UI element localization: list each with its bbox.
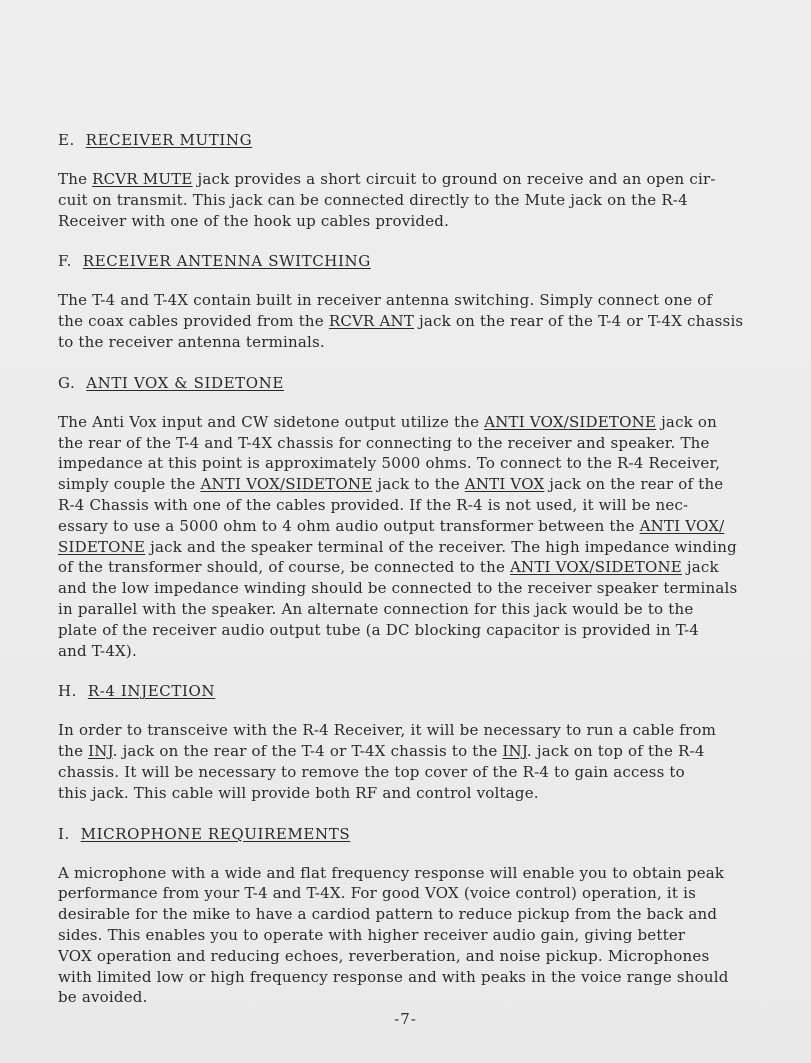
section-i	[58, 824, 778, 1009]
section-letter: F.	[58, 252, 73, 271]
text-line	[58, 332, 778, 353]
text-line	[58, 925, 778, 946]
section-paragraph	[58, 412, 778, 662]
section-title: ANTI VOX & SIDETONE	[86, 373, 284, 392]
text-line	[58, 641, 778, 662]
text-run: be avoided.	[58, 988, 148, 1007]
section-f	[58, 251, 778, 352]
section-title: MICROPHONE REQUIREMENTS	[80, 824, 351, 843]
text-run: jack to the	[372, 475, 465, 494]
text-run: chassis. It will be necessary to remove the top cover of the R-4 to gain access to	[58, 762, 685, 781]
section-heading	[58, 824, 778, 844]
section-heading	[58, 251, 778, 271]
text-run: R-4 Chassis with one of the cables provided. If the R-4 is not used, it will be nec-	[58, 495, 689, 514]
text-run: the coax cables provided from the	[58, 312, 329, 331]
section-heading	[58, 373, 778, 393]
text-line	[58, 863, 778, 884]
section-letter: E.	[58, 131, 75, 149]
text-run: and the low impedance winding should be connected to the receiver speaker terminals	[58, 579, 738, 598]
text-line	[58, 474, 778, 495]
text-run: jack and the speaker terminal of the receiver. The high impedance winding	[145, 537, 737, 556]
text-run: jack on	[656, 412, 718, 431]
jack-label: INJ	[502, 742, 527, 761]
section-paragraph	[58, 290, 778, 352]
text-line	[58, 620, 778, 641]
section-title: RECEIVER MUTING	[85, 131, 253, 149]
text-run: with limited low or high frequency response and with peaks in the voice range should	[58, 967, 729, 986]
page-body	[58, 130, 778, 1028]
text-run: The	[58, 170, 93, 188]
text-run: A microphone with a wide and flat frequency response will enable you to obtain peak	[58, 863, 725, 882]
text-line	[58, 537, 778, 558]
text-line	[58, 516, 778, 537]
section-paragraph	[58, 863, 778, 1009]
section-letter: I.	[58, 824, 70, 843]
text-line	[58, 987, 778, 1008]
text-line	[58, 762, 778, 783]
text-run: jack on the rear of the	[544, 475, 724, 494]
text-run: sides. This enables you to operate with higher receiver audio gain, giving better	[58, 925, 686, 944]
text-run: VOX operation and reducing echoes, reverberation, and noise pickup. Microphones	[58, 946, 710, 965]
text-run: The Anti Vox input and CW sidetone output utilize the	[58, 412, 485, 431]
text-run: cuit on transmit. This jack can be connected directly to the Mute jack on the R-4	[58, 190, 688, 209]
section-letter: G.	[58, 373, 76, 392]
text-line	[58, 904, 778, 925]
text-line	[58, 741, 778, 762]
jack-label: ANTI VOX	[464, 475, 545, 494]
text-run: of the transformer should, of course, be connected to the	[58, 558, 510, 577]
text-run: plate of the receiver audio output tube (a DC blocking capacitor is provided in T-4	[58, 620, 699, 639]
jack-label: RCVR MUTE	[92, 170, 193, 188]
text-line	[58, 720, 778, 741]
jack-label: SIDETONE	[58, 537, 146, 556]
jack-label: ANTI VOX/	[639, 516, 725, 535]
section-letter: H.	[58, 682, 78, 701]
text-line	[58, 967, 778, 988]
text-line	[58, 599, 778, 620]
section-g	[58, 373, 778, 662]
text-run: jack provides a short circuit to ground on receive and an open cir-	[192, 170, 716, 188]
section-title: RECEIVER ANTENNA SWITCHING	[82, 252, 371, 271]
text-run: impedance at this point is approximately 5000 ohms. To connect to the R-4 Receiver,	[58, 454, 721, 473]
text-run: the rear of the T-4 and T-4X chassis for connecting to the receiver and speaker. The	[58, 433, 710, 452]
text-line	[58, 495, 778, 516]
text-run: Receiver with one of the hook up cables provided.	[58, 211, 450, 230]
text-run: performance from your T-4 and T-4X. For good VOX (voice control) operation, it is	[58, 884, 696, 903]
text-run: jack	[681, 558, 719, 577]
text-line	[58, 883, 778, 904]
text-run: . jack on the rear of the T-4 or T-4X chassis to the	[112, 742, 503, 761]
section-h	[58, 681, 778, 803]
text-run: the	[58, 742, 89, 761]
section-paragraph	[58, 720, 778, 803]
text-line	[58, 412, 778, 433]
jack-label: ANTI VOX/SIDETONE	[200, 475, 373, 494]
text-run: jack on the rear of the T-4 or T-4X chassis	[414, 312, 744, 331]
page-number: -7-	[394, 1010, 417, 1028]
text-run: . jack on top of the R-4	[526, 742, 705, 761]
jack-label: INJ	[88, 742, 113, 761]
text-line	[58, 783, 778, 804]
section-heading	[58, 130, 778, 150]
text-line	[58, 433, 778, 454]
text-run: The T-4 and T-4X contain built in receiver antenna switching. Simply connect one of	[58, 291, 713, 310]
text-line	[58, 946, 778, 967]
text-line	[58, 190, 778, 211]
jack-label: RCVR ANT	[328, 312, 415, 331]
text-line	[58, 453, 778, 474]
text-line	[58, 169, 778, 190]
text-run: simply couple the	[58, 475, 201, 494]
text-line	[58, 290, 778, 311]
text-run: and T-4X).	[58, 641, 137, 660]
text-line	[58, 311, 778, 332]
section-title: R-4 INJECTION	[87, 682, 216, 701]
text-line	[58, 557, 778, 578]
section-paragraph	[58, 169, 778, 231]
text-run: this jack. This cable will provide both RF and control voltage.	[58, 783, 539, 802]
text-run: In order to transceive with the R-4 Receiver, it will be necessary to run a cable from	[58, 721, 717, 740]
text-run: to the receiver antenna terminals.	[58, 332, 325, 351]
text-run: essary to use a 5000 ohm to 4 ohm audio output transformer between the	[58, 516, 640, 535]
text-line	[58, 211, 778, 232]
text-run: in parallel with the speaker. An alternate connection for this jack would be to the	[58, 599, 694, 618]
text-line	[58, 578, 778, 599]
text-run: desirable for the mike to have a cardiod pattern to reduce pickup from the back and	[58, 905, 718, 924]
section-e	[58, 130, 778, 231]
jack-label: ANTI VOX/SIDETONE	[510, 558, 682, 577]
jack-label: ANTI VOX/SIDETONE	[484, 412, 657, 431]
section-heading	[58, 681, 778, 701]
